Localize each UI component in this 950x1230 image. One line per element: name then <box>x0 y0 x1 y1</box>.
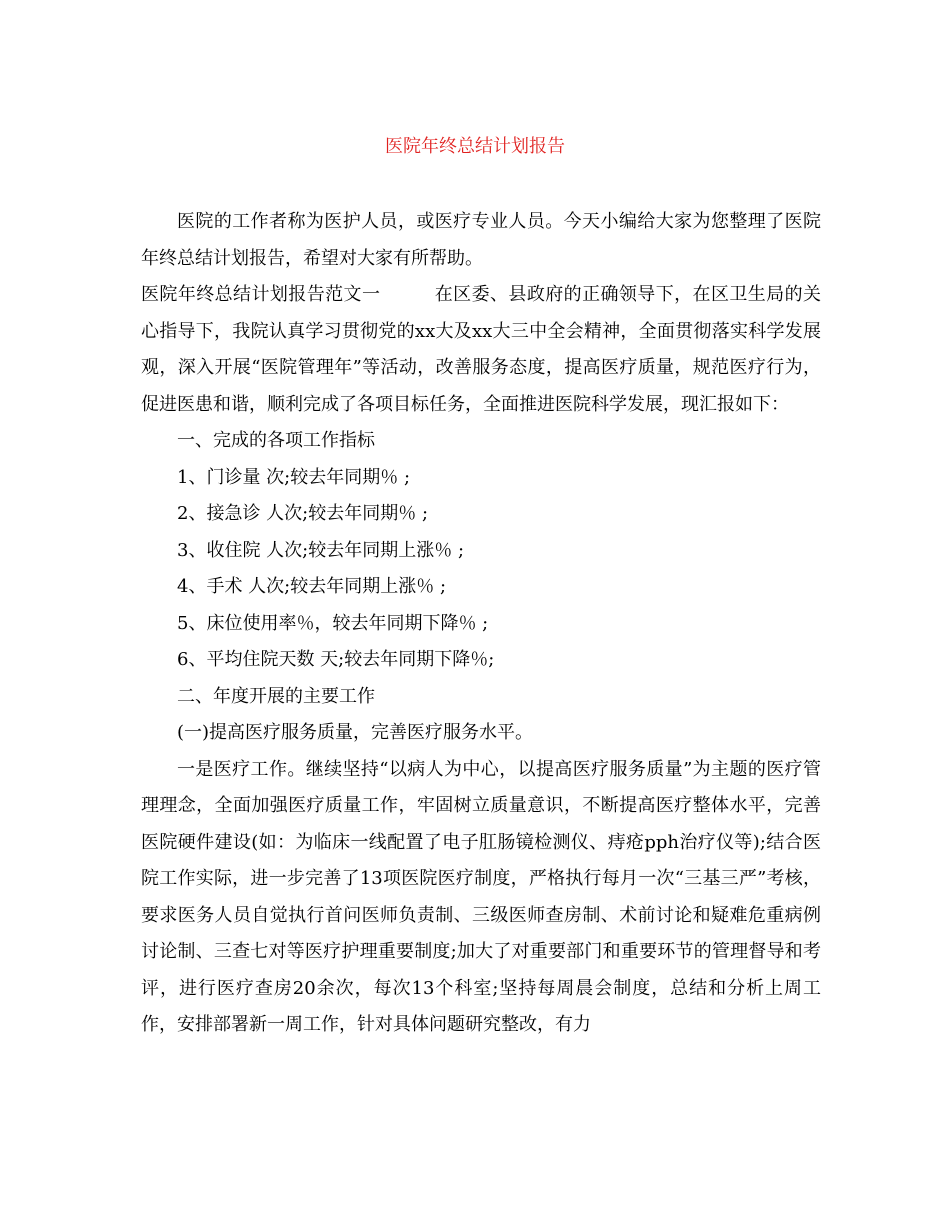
sample-opening: 在区委、县政府的正确领导下，在区卫生局的关心指导下，我院认真学习贯彻党的xx大及xx大三中全会精神，全面贯彻落实科学发展观，深入开展“医院管理年”等活动，改善服务态度，提高医疗质量，规范医疗行为，促进医患和谐，顺利完成了各项目标任务，全面推进医院科学发展，现汇报如下： <box>141 284 822 415</box>
indicator-item: 2、接急诊 人次;较去年同期％ ; <box>177 503 429 524</box>
indicator-item: 4、手术 人次;较去年同期上涨％ ; <box>177 576 447 597</box>
indicator-item: 6、平均住院天数 天;较去年同期下降％; <box>177 649 495 670</box>
section-heading-main-work: 二、年度开展的主要工作 <box>177 685 375 707</box>
section-heading-indicators: 一、完成的各项工作指标 <box>177 430 375 451</box>
document-body <box>141 204 821 1044</box>
page-title: 医院年终总结计划报告 <box>385 136 565 157</box>
indicator-item: 5、床位使用率％，较去年同期下降％ ; <box>177 612 489 634</box>
medical-work-paragraph: 一是医疗工作。继续坚持“以病人为中心，以提高医疗服务质量”为主题的医疗管理理念，全面加强医疗质量工作，牢固树立质量意识，不断提高医疗整体水平，完善医院硬件建设(如：为临床一线配置了电子肛肠镜检测仪、痔疮pph治疗仪等);结合医院工作实际，进一步完善了13项医院医疗制度，严格执行每月一次“三基三严”考核，要求医务人员自觉执行首问医师负责制、三级医师查房制、术前讨论和疑难危重病例讨论制、三查七对等医疗护理重要制度;加大了对重要部门和重要环节的管理督导和考评，进行医疗查房20余次，每次13个科室;坚持每周晨会制度，总结和分析上周工作，安排部署新一周工作，针对具体问题研究整改，有力 <box>141 758 821 1035</box>
sample-paragraph <box>141 277 821 423</box>
intro-paragraph: 医院的工作者称为医护人员，或医疗专业人员。今天小编给大家为您整理了医院年终总结计划报告，希望对大家有所帮助。 <box>141 211 821 269</box>
sample-heading: 医院年终总结计划报告范文一 <box>141 284 381 305</box>
indicator-item: 1、门诊量 次;较去年同期％ ; <box>177 466 411 488</box>
indicator-item: 3、收住院 人次;较去年同期上涨％ ; <box>177 539 465 561</box>
subsection-heading: (一)提高医疗服务质量，完善医疗服务水平。 <box>177 722 534 743</box>
